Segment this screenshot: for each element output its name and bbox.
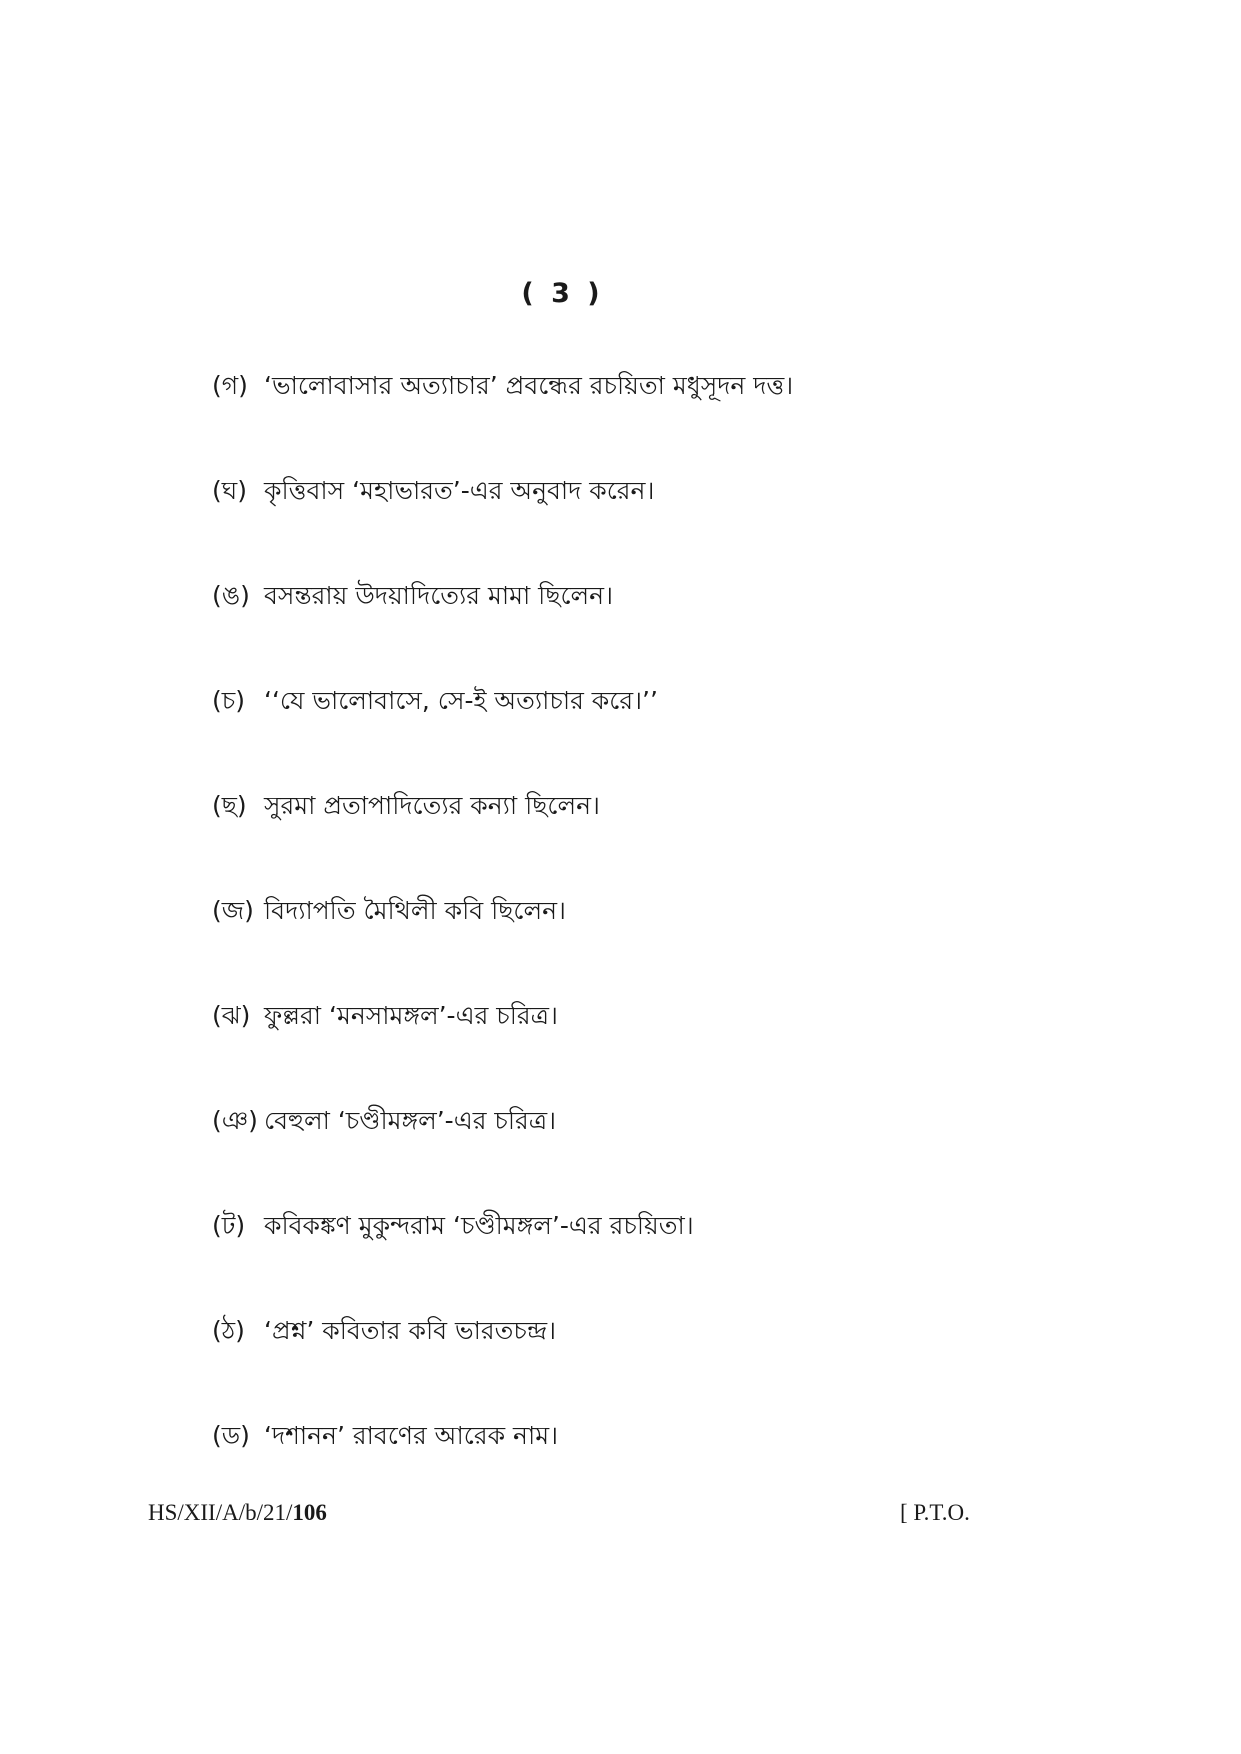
paper-code: [148, 1500, 327, 1526]
item-label: (ঙ): [212, 581, 250, 610]
item-label: (ঝ): [212, 1001, 251, 1030]
item-label: (ঞ): [212, 1106, 258, 1135]
statement-item-nya: [212, 1104, 556, 1138]
item-text: ‘প্রশ্ন’ কবিতার কবি ভারতচন্দ্র।: [264, 1316, 557, 1345]
item-text: বসন্তরায় উদয়াদিত্যের মামা ছিলেন।: [264, 581, 614, 610]
item-text: ‘দশানন’ রাবণের আরেক নাম।: [264, 1421, 559, 1450]
item-text: বিদ্যাপতি মৈথিলী কবি ছিলেন।: [264, 896, 566, 925]
item-label: (জ): [212, 896, 254, 925]
statement-item-ja: [212, 894, 566, 928]
paper-code-number: 106: [292, 1500, 327, 1525]
item-label: (ট): [212, 1211, 246, 1240]
statement-item-chha: [212, 789, 600, 823]
statement-item-tha: [212, 1314, 556, 1348]
statement-item-cha: [212, 684, 658, 718]
item-text: ‘ভালোবাসার অত্যাচার’ প্রবন্ধের রচয়িতা মধুসূদন দত্ত।: [264, 371, 794, 400]
statement-item-jha: [212, 999, 558, 1033]
item-label: (ঘ): [212, 476, 247, 505]
item-text: বেহুলা ‘চণ্ডীমঙ্গল’-এর চরিত্র।: [264, 1106, 557, 1135]
item-label: (চ): [212, 686, 245, 715]
statement-item-nga: [212, 579, 613, 613]
item-label: (ছ): [212, 791, 247, 820]
statement-item-gha: [212, 474, 654, 508]
item-text: ‘‘যে ভালোবাসে, সে-ই অত্যাচার করে।’’: [264, 686, 658, 715]
statement-item-da: [212, 1419, 558, 1453]
paper-code-prefix: HS/XII/A/b/21/: [148, 1500, 293, 1525]
item-text: সুরমা প্রতাপাদিত্যের কন্যা ছিলেন।: [264, 791, 600, 820]
item-text: কবিকঙ্কণ মুকুন্দরাম ‘চণ্ডীমঙ্গল’-এর রচয়িতা।: [264, 1211, 694, 1240]
statement-item-ga: [212, 369, 793, 403]
page-number: ( 3 ): [521, 278, 604, 309]
item-text: কৃত্তিবাস ‘মহাভারত’-এর অনুবাদ করেন।: [264, 476, 655, 505]
item-label: (ঠ): [212, 1316, 245, 1345]
item-text: ফুল্লরা ‘মনসামঙ্গল’-এর চরিত্র।: [264, 1001, 558, 1030]
item-label: (ড): [212, 1421, 250, 1450]
pto-note: [ P.T.O.: [900, 1500, 970, 1525]
statement-item-ta: [212, 1209, 694, 1243]
item-label: (গ): [212, 371, 248, 400]
